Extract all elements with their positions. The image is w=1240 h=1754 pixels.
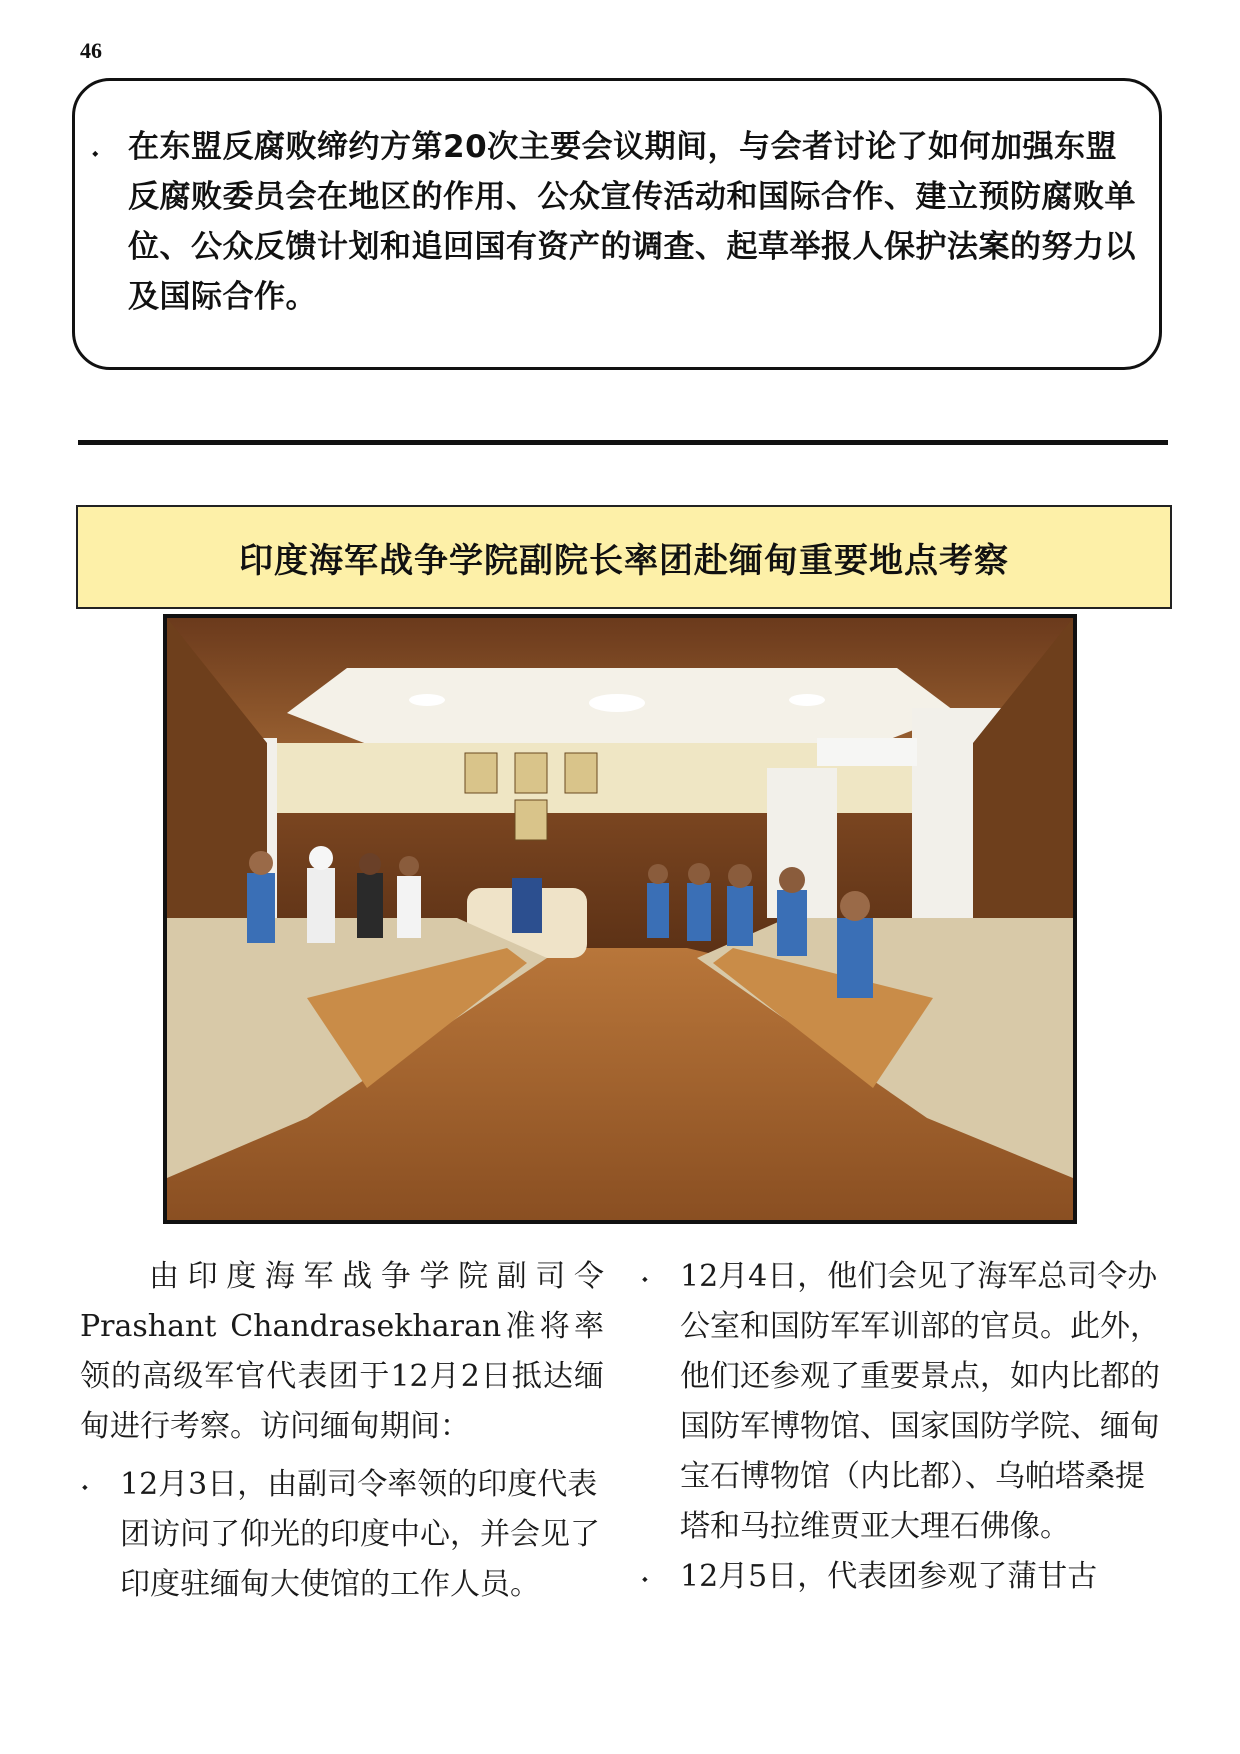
bullet-text: 12月3日，由副司令率领的印度代表团访问了仰光的印度中心，并会见了印度驻缅甸大使馆的工作人员。 (120, 1467, 600, 1602)
bullet-item-dec4 (640, 1252, 1170, 1552)
note-text: 在东盟反腐败缔约方第20次主要会议期间，与会者讨论了如何加强东盟反腐败委员会在地区的作用、公众宣传活动和国际合作、建立预防腐败单位、公众反馈计划和追回国有资产的调查、起草举报人保护法案的努力以及国际合作。 (128, 129, 1136, 315)
bullet-icon: ⬩ (82, 1477, 88, 1496)
meeting-room-illustration (167, 618, 1073, 1220)
bullet-icon: ⬩ (642, 1569, 648, 1588)
bullet-item-dec3 (80, 1460, 604, 1610)
section-divider (78, 440, 1168, 445)
page-number: 46 (80, 38, 102, 63)
bullet-text: 12月4日，他们会见了海军总司令办公室和国防军军训部的官员。此外，他们还参观了重要景点，如内比都的国防军博物馆、国家国防学院、缅甸宝石博物馆（内比都）、乌帕塔桑提塔和马拉维贾亚大理石佛像。 (680, 1259, 1160, 1544)
article-title-box (76, 505, 1172, 609)
column-left (80, 1252, 604, 1610)
note-bullet-icon: ⬩ (92, 143, 99, 164)
intro-paragraph: 由印度海军战争学院副司令Prashant Chandrasekharan准将率领的高级军官代表团于12月2日抵达缅甸进行考察。访问缅甸期间： (80, 1259, 604, 1444)
bullet-text: 12月5日，代表团参观了蒲甘古 (680, 1559, 1098, 1594)
column-right (640, 1252, 1170, 1602)
bullet-item-dec5 (640, 1552, 1170, 1602)
bullet-icon: ⬩ (642, 1269, 648, 1288)
article-title: 印度海军战争学院副院长率团赴缅甸重要地点考察 (239, 540, 1009, 581)
meeting-photo (163, 614, 1077, 1224)
